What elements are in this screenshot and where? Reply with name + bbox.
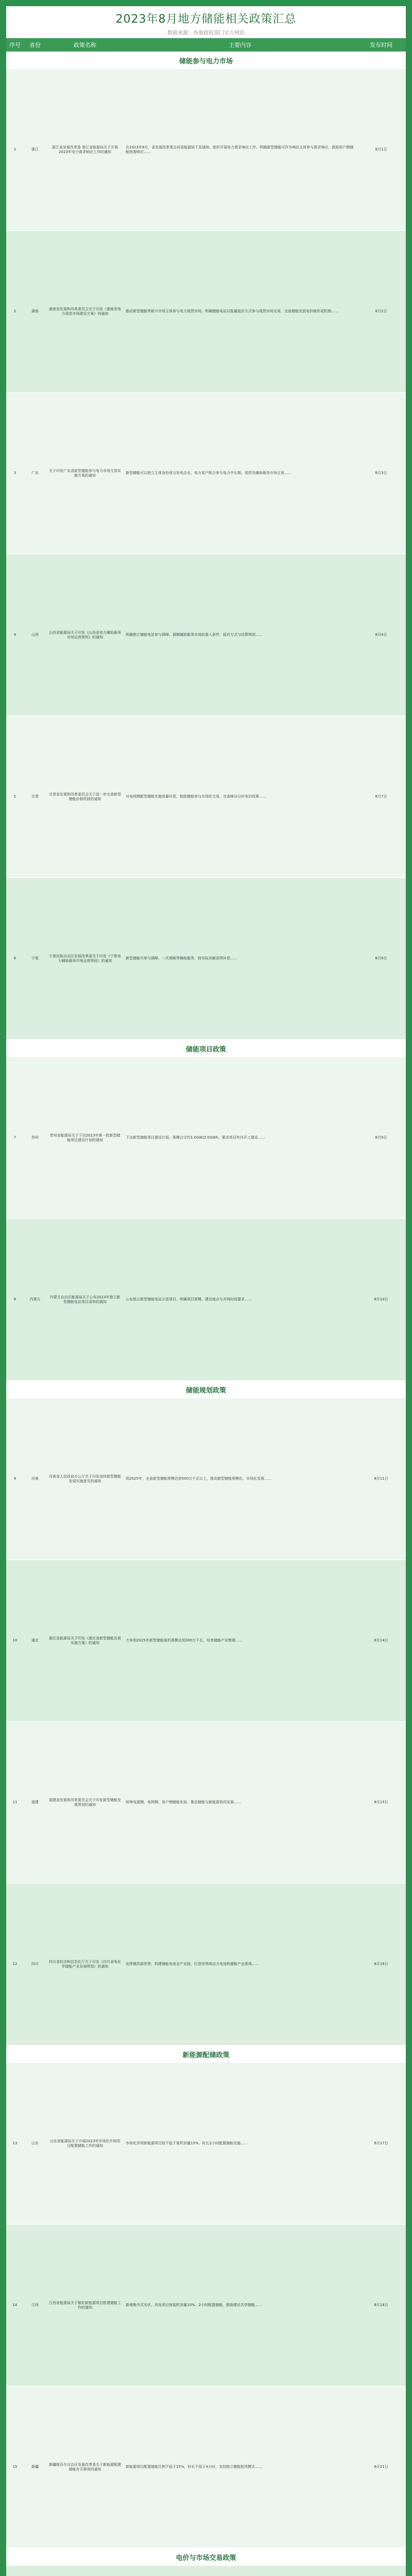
row-content: 新型储能可以独立主体身份或与发电企业、电力用户联合参与电力中长期、现货及辅助服务市场交易…… <box>126 471 291 476</box>
row-policy-name: 关于印发广东省新型储能参与电力市场交易实施方案的通知 <box>49 469 121 478</box>
table-row <box>6 716 406 878</box>
table-row <box>6 1398 406 1560</box>
row-region: 河南 <box>31 1477 39 1481</box>
table-row <box>6 1057 406 1219</box>
row-policy-name: 福建省发展和改革委员会关于印发新型储能发展规划的通知 <box>49 1798 121 1807</box>
row-region: 四川 <box>31 1962 39 1967</box>
page-header <box>6 6 406 38</box>
table-row <box>6 2386 406 2548</box>
row-policy-name: 四川省经济和信息化厅关于印发《四川省电化学储能产业发展规划》的通知 <box>49 1960 121 1969</box>
row-policy-name: 贵州省能源局关于下达2023年第一批新型储能项目建设计划的通知 <box>49 1133 121 1142</box>
row-content: 推动新型储能等新兴市场主体参与电力现货市场，明确储能电站以报量报价方式参与现货市场交易，完善储能充放电价格形成机制…… <box>126 309 338 314</box>
row-date: 8月1日 <box>375 147 387 152</box>
row-policy-name: 浙江省发展改革委 浙江省能源局关于开展2023年电力需求响应工作的通知 <box>52 145 118 154</box>
row-number: 10 <box>12 1638 18 1643</box>
policy-table-body <box>6 52 406 2576</box>
row-date: 8月18日 <box>374 2303 388 2308</box>
page-subtitle: 数据来源：各地政府部门官方网站 <box>167 30 245 36</box>
row-date: 8月3日 <box>375 471 387 476</box>
row-number: 12 <box>12 1962 18 1967</box>
row-policy-name: 江西省能源局关于做好新能源项目配建储能工作的通知 <box>49 2301 121 2310</box>
row-date: 8月8日 <box>375 956 387 961</box>
row-date: 8月15日 <box>374 1800 388 1805</box>
row-region: 江西 <box>31 2303 39 2308</box>
table-row <box>6 1884 406 2045</box>
row-date: 8月9日 <box>375 1136 387 1140</box>
row-number: 9 <box>13 1477 16 1481</box>
row-region: 新疆 <box>31 2465 39 2469</box>
row-number: 14 <box>12 2303 18 2308</box>
row-number: 6 <box>13 956 16 961</box>
row-content: 新型储能可参与调峰、一次调频等辅助服务，按实际贡献获得补偿…… <box>126 956 237 961</box>
row-date: 8月14日 <box>374 1638 388 1643</box>
row-number: 13 <box>12 2141 18 2146</box>
row-number: 11 <box>12 1800 18 1805</box>
table-row <box>6 878 406 1040</box>
row-content: 统筹电源侧、电网侧、用户侧储能布局，推动储能与新能源协同发展…… <box>126 1800 241 1805</box>
row-content: 发挥锂资源优势，构建储能电池全产业链，打造世界级动力电池和储能产业基地…… <box>126 1962 259 1967</box>
row-number: 8 <box>13 1297 16 1302</box>
row-date: 8月11日 <box>374 1477 388 1481</box>
table-row <box>6 1219 406 1381</box>
row-number: 15 <box>12 2465 18 2469</box>
row-date: 8月10日 <box>374 1297 388 1302</box>
table-row <box>6 1722 406 1884</box>
row-number: 5 <box>13 794 16 799</box>
row-region: 湖北 <box>31 1638 39 1643</box>
row-content: 新能源项目配置储能比例不低于15%，时长不低于4小时，支持独立储能租赁模式…… <box>126 2465 263 2469</box>
row-date: 8月7日 <box>375 794 387 799</box>
row-number: 7 <box>13 1136 16 1140</box>
row-date: 8月21日 <box>374 2465 388 2469</box>
table-row <box>6 69 406 231</box>
col-header-content: 主要内容 <box>229 42 251 48</box>
row-policy-name: 新疆维吾尔自治区发展改革委关于新能源配建储能有关事项的通知 <box>49 2463 121 2471</box>
table-row <box>6 2566 406 2576</box>
policy-summary-frame <box>6 6 406 2576</box>
row-policy-name: 湖南省发展和改革委员会关于印发《湖南省电力现货市场建设方案》的通知 <box>49 307 121 316</box>
row-policy-name: 河南省人民政府办公厅关于印发加快新型储能发展实施意见的通知 <box>49 1475 121 1483</box>
table-header <box>6 38 406 52</box>
row-region: 浙江 <box>31 147 39 152</box>
row-content: 力争到2025年新型储能装机规模达到300万千瓦，培育储能产业集群…… <box>126 1638 243 1643</box>
col-header-region: 省份 <box>29 42 41 48</box>
row-region: 福建 <box>31 1800 39 1805</box>
table-row <box>6 554 406 716</box>
row-region: 宁夏 <box>31 956 39 961</box>
row-content: 到2025年，全省新型储能规模达到500万千瓦以上，推动新型储能规模化、市场化发展…… <box>126 1477 272 1481</box>
section-heading: 新能源配储政策 <box>6 2045 406 2063</box>
row-region: 山西 <box>31 633 39 637</box>
table-row <box>6 231 406 393</box>
row-date: 8月16日 <box>374 1962 388 1967</box>
row-policy-name: 山东省能源局关于开展2023年市场化并网项目配置储能工作的通知 <box>49 2139 121 2148</box>
table-row <box>6 1560 406 1722</box>
row-number: 4 <box>13 633 16 637</box>
col-header-policy-name: 政策名称 <box>74 42 96 48</box>
row-number: 2 <box>13 309 16 314</box>
row-policy-name: 甘肃省发展和改革委员会关于进一步完善新型储能价格机制的通知 <box>49 792 121 801</box>
row-region: 广东 <box>31 471 39 476</box>
section-heading: 电价与市场交易政策 <box>6 2548 406 2566</box>
row-content: 明确独立储能电站参与调峰、调频辅助服务市场的准入条件、报价方式与结算规则…… <box>126 633 263 637</box>
row-region: 湖南 <box>31 309 39 314</box>
row-number: 3 <box>13 471 16 476</box>
section-heading: 储能项目政策 <box>6 1040 406 1057</box>
table-row <box>6 393 406 554</box>
row-content: 对电网侧新型储能实施容量补偿，鼓励储能参与市场化交易，完善峰谷分时电价政策…… <box>126 794 266 799</box>
row-date: 8月17日 <box>374 2141 388 2146</box>
row-content: 市场化并网新能源项目按不低于装机容量15%、时长2小时配置储能设施…… <box>126 2141 248 2146</box>
row-region: 甘肃 <box>31 794 39 799</box>
row-date: 8月2日 <box>375 309 387 314</box>
table-row <box>6 2225 406 2386</box>
row-region: 山东 <box>31 2141 39 2146</box>
row-region: 贵州 <box>31 1136 39 1140</box>
row-policy-name: 宁夏回族自治区发展改革委关于印发《宁夏电力辅助服务市场运营规则》的通知 <box>49 954 121 963</box>
row-date: 8月4日 <box>375 633 387 637</box>
row-content: 公布独立新型储能电站示范项目，明确项目规模、建设地点与并网时间要求…… <box>126 1297 252 1302</box>
row-policy-name: 内蒙古自治区能源局关于公布2023年独立新型储能电站项目清单的通知 <box>49 1295 121 1304</box>
row-policy-name: 山西省能源局关于印发《山西省电力辅助服务市场运营规则》的通知 <box>49 631 121 639</box>
row-number: 1 <box>13 147 16 152</box>
row-region: 内蒙古 <box>29 1297 41 1302</box>
table-row <box>6 2063 406 2225</box>
col-header-date: 发布时间 <box>370 42 392 48</box>
col-header-number: 序号 <box>9 42 21 48</box>
row-policy-name: 湖北省能源局关于印发《湖北省新型储能发展实施方案》的通知 <box>49 1636 121 1645</box>
row-content: 下达新型储能项目建设计划，规模合计约1.0GW/2.0GWh，要求项目年内开工建设…… <box>126 1136 265 1140</box>
row-content: 在2023年8月，省发展改革委会同省能源局下发通知，组织开展电力需求响应工作，明确新型储能可作为响应主体参与需求响应，鼓励用户侧储能按需响应…… <box>126 145 354 154</box>
row-content: 新增集中式光伏、风电项目按装机容量10%、2小时配置储能，鼓励建设共享储能…… <box>126 2303 263 2308</box>
page-title: 2023年8月地方储能相关政策汇总 <box>115 13 297 26</box>
section-heading: 储能参与电力市场 <box>6 52 406 69</box>
section-heading: 储能规划政策 <box>6 1381 406 1398</box>
